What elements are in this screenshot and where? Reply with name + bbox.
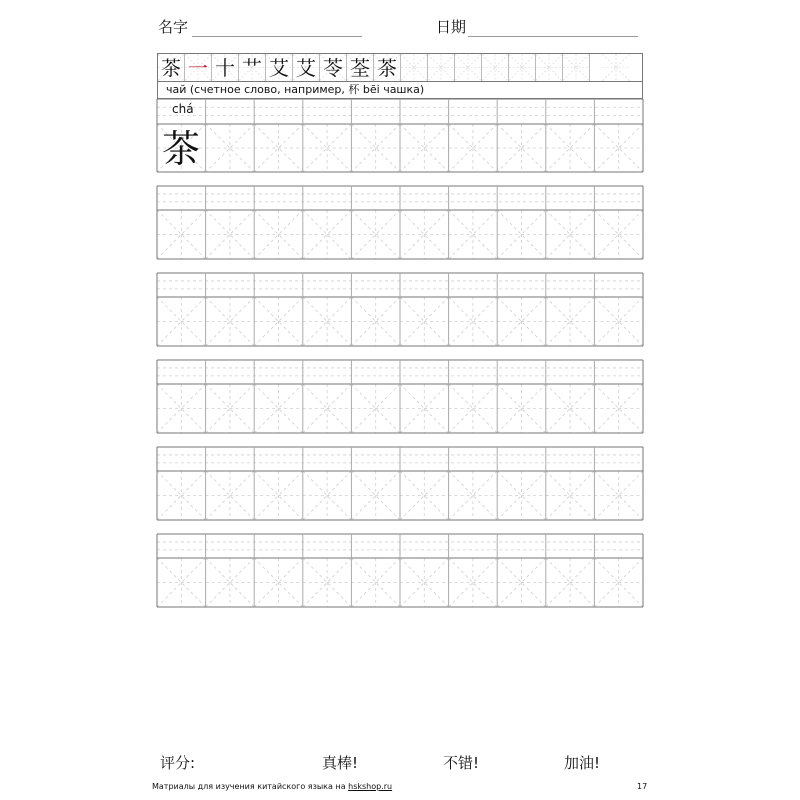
stroke-step-3: 艹 (242, 55, 262, 80)
stroke-step-4: 艾 (269, 55, 289, 80)
stroke-cell-main (158, 54, 185, 81)
grade-keep-going[interactable]: 加油! (564, 754, 601, 772)
source-note (152, 782, 392, 791)
date-label: 日期 (436, 18, 467, 36)
stroke-cell-step (347, 54, 374, 81)
stroke-step-8: 茶 (377, 55, 397, 80)
stroke-cell-step (239, 54, 266, 81)
source-text: Матриалы для изучения китайского языка на (152, 782, 346, 791)
stroke-cell-step (266, 54, 293, 81)
source-link[interactable]: hskshop.ru (348, 782, 393, 791)
score-label: 评分: (160, 754, 196, 772)
grade-good[interactable]: 不错! (443, 754, 480, 772)
stroke-cell-step (185, 54, 212, 81)
stroke-cell-step (212, 54, 239, 81)
stroke-step-2: 十 (215, 55, 235, 80)
stroke-step-6: 苓 (323, 55, 343, 80)
character-pinyin: chá (172, 102, 194, 116)
stroke-cell-step (320, 54, 347, 81)
model-character: 茶 (162, 127, 201, 171)
stroke-step-7: 荃 (350, 55, 370, 80)
grade-excellent[interactable]: 真棒! (322, 754, 359, 772)
page-number: 17 (637, 782, 648, 791)
stroke-step-5: 艾 (296, 55, 316, 80)
character-meaning: чай (счетное слово, например, 杯 bēi чашка) (157, 82, 643, 99)
stroke-step-1: 一 (188, 55, 208, 80)
name-label: 名字 (158, 18, 189, 36)
stroke-main-glyph: 茶 (161, 55, 181, 80)
stroke-cell-step (293, 54, 320, 81)
stroke-cell-step (374, 54, 401, 81)
